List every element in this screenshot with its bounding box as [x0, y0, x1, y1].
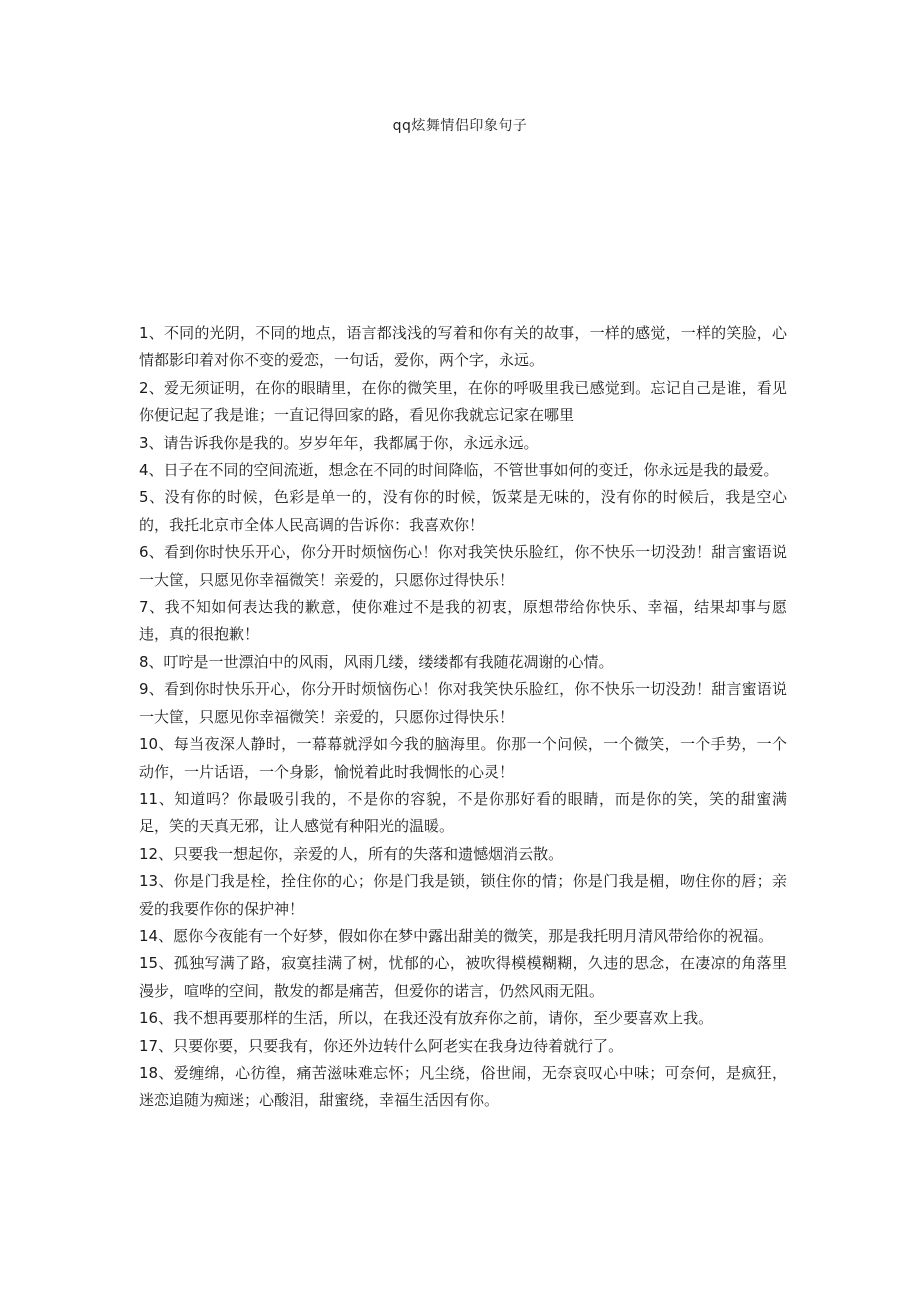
list-item: 8、叮咛是一世漂泊中的风雨，风雨几缕，缕缕都有我随花凋谢的心情。 — [139, 652, 614, 671]
list-item: 17、只要你要，只要我有，你还外边转什么阿老实在我身边待着就行了。 — [139, 1036, 624, 1055]
list-item: 13、你是门我是栓，拴住你的心；你是门我是锁，锁住你的情；你是门我是楣，吻住你的唇；亲爱的我要作你的保护神！ — [139, 872, 787, 918]
list-item: 15、孤独写满了路，寂寞挂满了树，忧郁的心，被吹得模模糊糊，久违的思念，在凄凉的角落里漫步，喧哗的空间，散发的都是痛苦，但爱你的诺言，仍然风雨无阻。 — [139, 954, 787, 1000]
list-item: 5、没有你的时候，色彩是单一的，没有你的时候，饭菜是无味的，没有你的时候后，我是空心的，我托北京市全体人民高调的告诉你：我喜欢你！ — [139, 488, 787, 534]
list-item: 14、愿你今夜能有一个好梦，假如你在梦中露出甜美的微笑，那是我托明月清风带给你的祝福。 — [139, 926, 774, 945]
list-item: 1、不同的光阴，不同的地点，语言都浅浅的写着和你有关的故事，一样的感觉，一样的笑脸，心情都影印着对你不变的爱恋，一句话，爱你，两个字，永远。 — [139, 324, 787, 370]
list-item: 9、看到你时快乐开心，你分开时烦恼伤心！你对我笑快乐脸红，你不快乐一切没劲！甜言蜜语说一大筐，只愿见你幸福微笑！亲爱的，只愿你过得快乐！ — [139, 680, 787, 726]
list-item: 12、只要我一想起你，亲爱的人，所有的失落和遗憾烟消云散。 — [139, 844, 564, 863]
list-item: 18、爱缠绵，心彷徨，痛苦滋味难忘怀；凡尘绕，俗世闹，无奈哀叹心中味；可奈何，是疯狂，迷恋追随为痴迷；心酸泪，甜蜜绕，幸福生活因有你。 — [139, 1063, 787, 1110]
sentence-list — [139, 320, 787, 1115]
list-item: 4、日子在不同的空间流逝，想念在不同的时间降临，不管世事如何的变迁，你永远是我的最爱。 — [139, 461, 779, 480]
list-item: 6、看到你时快乐开心，你分开时烦恼伤心！你对我笑快乐脸红，你不快乐一切没劲！甜言蜜语说一大筐，只愿见你幸福微笑！亲爱的，只愿你过得快乐！ — [139, 543, 787, 589]
list-item: 11、知道吗？你最吸引我的，不是你的容貌，不是你那好看的眼睛，而是你的笑，笑的甜蜜满足，笑的天真无邪，让人感觉有种阳光的温暖。 — [139, 789, 787, 836]
list-item: 7、我不知如何表达我的歉意，使你难过不是我的初衷，原想带给你快乐、幸福，结果却事与愿违，真的很抱歉！ — [139, 598, 787, 644]
list-item: 3、请告诉我你是我的。岁岁年年，我都属于你，永远永远。 — [139, 433, 539, 452]
list-item: 2、爱无须证明，在你的眼睛里，在你的微笑里，在你的呼吸里我已感觉到。忘记自己是谁，看见你便记起了我是谁；一直记得回家的路，看见你我就忘记家在哪里 — [139, 378, 787, 425]
list-item: 10、每当夜深人静时，一幕幕就浮如今我的脑海里。你那一个问候，一个微笑，一个手势，一个动作，一片话语，一个身影，愉悦着此时我惆怅的心灵！ — [139, 735, 787, 781]
document-title: qq炫舞情侣印象句子 — [392, 118, 528, 134]
list-item: 16、我不想再要那样的生活，所以，在我还没有放弃你之前，请你，至少要喜欢上我。 — [139, 1009, 714, 1028]
